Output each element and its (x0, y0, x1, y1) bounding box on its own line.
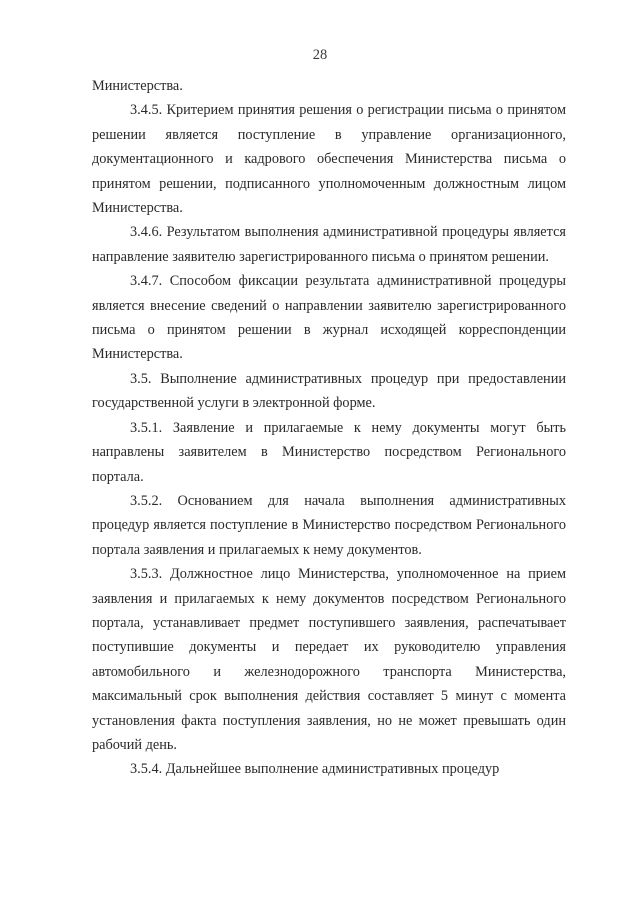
paragraph-3-5-4: 3.5.4. Дальнейшее выполнение административных процедур (130, 761, 500, 778)
paragraph-3-4-5: 3.4.5. Критерием принятия решения о регистрации письма о принятом решении является поступление в управление организационного, документационного и кадрового обеспечения Министерства письма о принятом решении, подписанного уполномоченным должностным лицом Министерства. (92, 102, 566, 217)
paragraph-3-4-6: 3.4.6. Результатом выполнения административной процедуры является направление заявителю зарегистрированного письма о принятом решении. (92, 224, 566, 265)
paragraph-3-4-7: 3.4.7. Способом фиксации результата административной процедуры является внесение сведений о направлении заявителю зарегистрированного письма о принятом решении в журнал исходящей корреспонденции Министерства. (92, 273, 566, 363)
paragraph-3-5: 3.5. Выполнение административных процедур при предоставлении государственной услуги в электронной форме. (92, 370, 566, 412)
page-number: 28 (312, 47, 328, 63)
document-body (92, 74, 566, 782)
paragraph-3-5-2: 3.5.2. Основанием для начала выполнения административных процедур является поступление в Министерство посредством Регионального портала заявления и прилагаемых к нему документов. (92, 492, 566, 558)
paragraph-3-5-3: 3.5.3. Должностное лицо Министерства, уполномоченное на прием заявления и прилагаемых к нему документов посредством Регионального портала, устанавливает предмет поступившего заявления, распечатывает поступившие документы и передает их руководителю управления автомобильного и железнодорожного транспорта Министерства, максимальный срок выполнения действия составляет 5 минут с момента установления факта поступления заявления, но не может превышать один рабочий день. (92, 566, 566, 753)
paragraph-3-5-1: 3.5.1. Заявление и прилагаемые к нему документы могут быть направлены заявителем в Министерство посредством Регионального портала. (92, 419, 566, 485)
paragraph-continuation: Министерства. (92, 78, 183, 94)
